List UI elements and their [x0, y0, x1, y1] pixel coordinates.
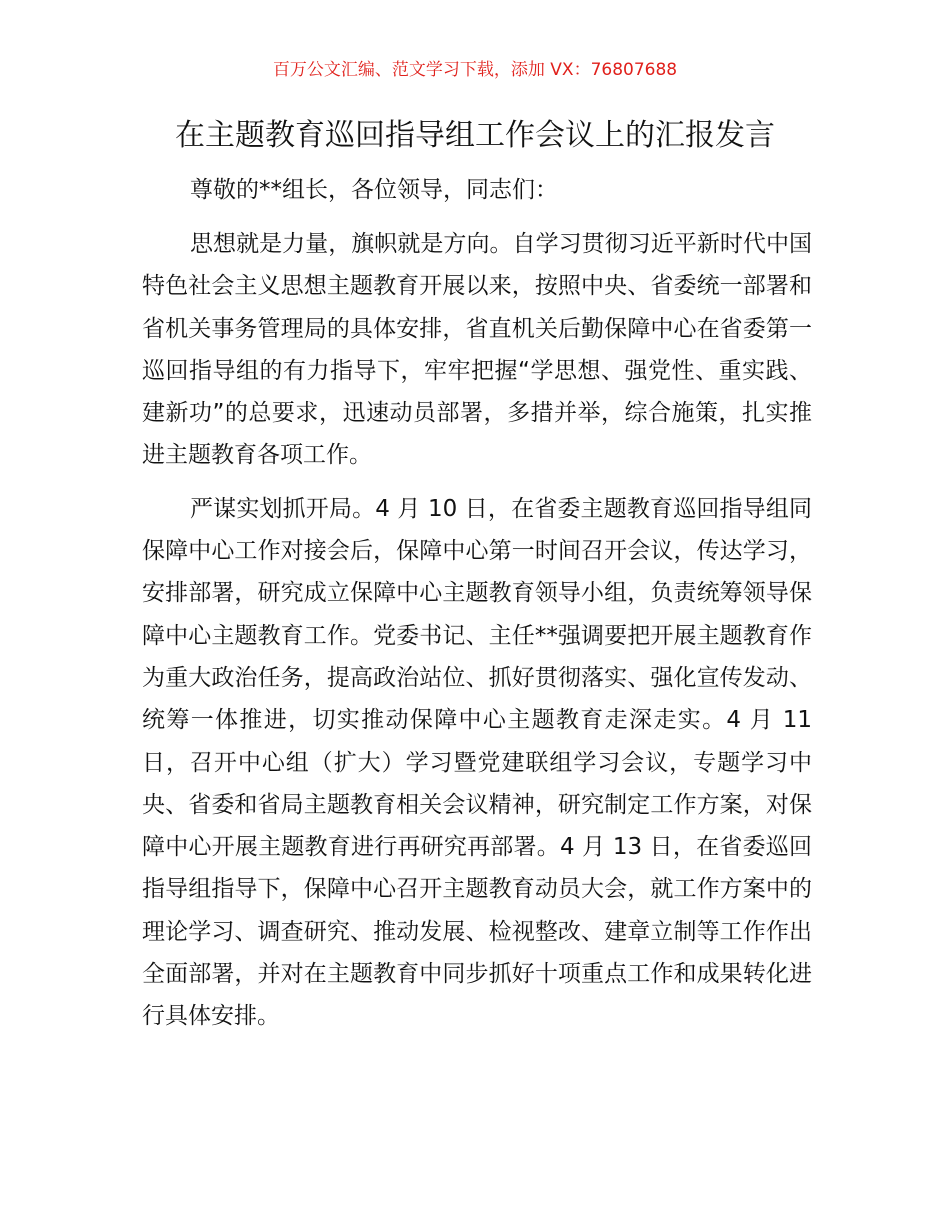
salutation: 尊敬的**组长，各位领导，同志们： [190, 177, 558, 203]
document-title: 在主题教育巡回指导组工作会议上的汇报发言 [175, 118, 775, 153]
header-banner: 百万公文汇编、范文学习下载，添加 VX：76807688 [272, 60, 678, 80]
document-body [142, 168, 812, 1038]
paragraph-intro: 思想就是力量，旗帜就是方向。自学习贯彻习近平新时代中国特色社会主义思想主题教育开展以来，按照中央、省委统一部署和省机关事务管理局的具体安排，省直机关后勤保障中心在省委第一巡回指导组的有力指导下，牢牢把握“学思想、强党性、重实践、建新功”的总要求，迅速动员部署，多措并举，综合施策，扎实推进主题教育各项工作。 [142, 231, 812, 469]
paragraph-planning: 严谋实划抓开局。4 月 10 日，在省委主题教育巡回指导组同保障中心工作对接会后，保障中心第一时间召开会议，传达学习，安排部署，研究成立保障中心主题教育领导小组，负责统筹领导保障中心主题教育工作。党委书记、主任**强调要把开展主题教育作为重大政治任务，提高政治站位、抓好贯彻落实、强化宣传发动、统筹一体推进，切实推动保障中心主题教育走深走实。4 月 11 日，召开中心组（扩大）学习暨党建联组学习会议，专题学习中央、省委和省局主题教育相关会议精神，研究制定工作方案，对保障中心开展主题教育进行再研究再部署。4 月 13 日，在省委巡回指导组指导下，保障中心召开主题教育动员大会，就工作方案中的理论学习、调查研究、推动发展、检视整改、建章立制等工作作出全面部署，并对在主题教育中同步抓好十项重点工作和成果转化进行具体安排。 [142, 495, 812, 1030]
